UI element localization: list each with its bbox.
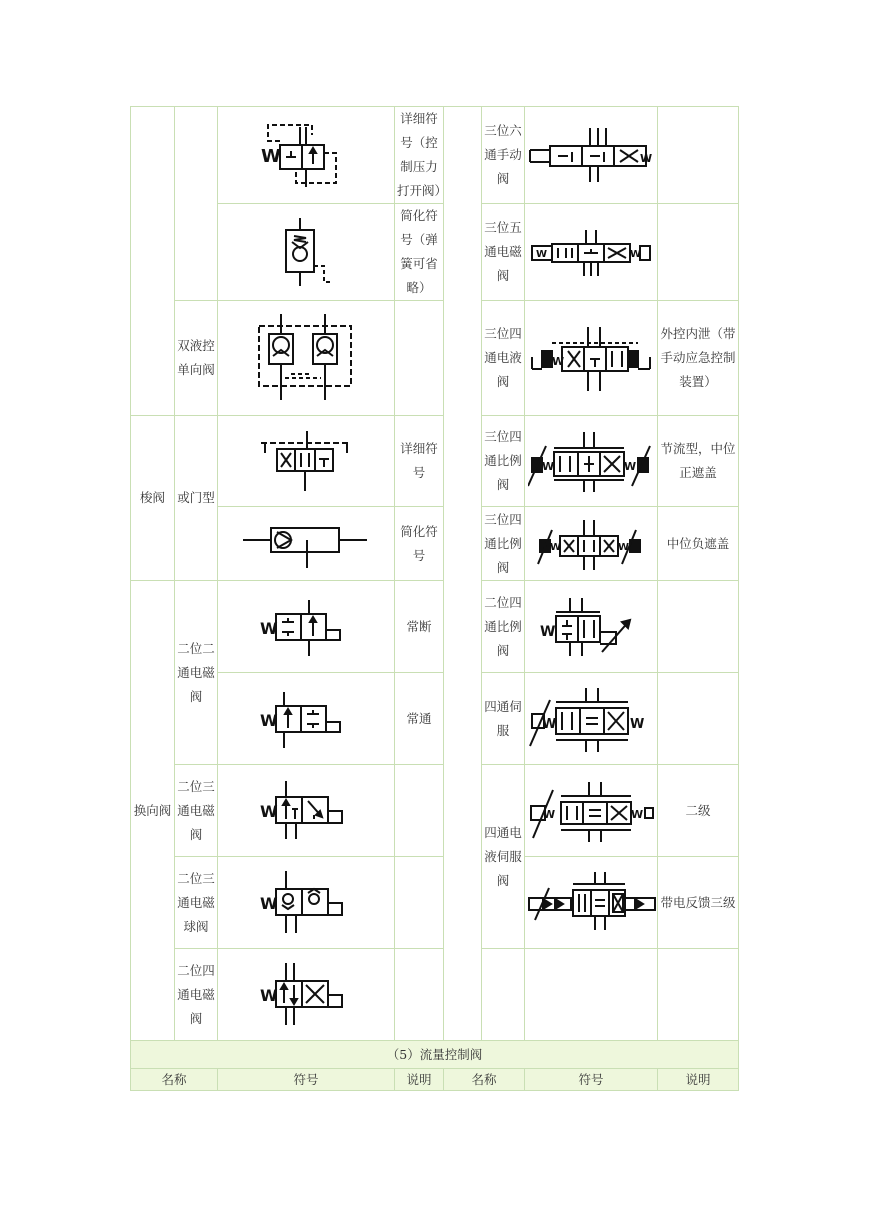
note-cell: 中位负遮盖 [658,507,739,581]
two-position-two-way-no-symbol [218,673,395,765]
two-position-three-way-symbol [218,765,395,857]
three-position-proportional-throttle-symbol [525,416,658,507]
two-position-three-way-ball-symbol [218,857,395,949]
note-cell: 常断 [395,581,444,673]
svg-text:W: W [630,716,645,732]
svg-text:W: W [552,355,565,368]
header-symbol: 符号 [218,1069,395,1091]
two-position-two-way-nc-symbol [218,581,395,673]
pilot-check-valve-simplified-symbol [218,204,395,301]
name-cell: 或门型 [175,416,218,581]
name-cell: 二位四通电磁阀 [175,949,218,1041]
svg-text:W: W [640,152,653,165]
name-cell: 二位三通电磁球阀 [175,857,218,949]
table-row [131,949,739,1041]
note-cell [658,107,739,204]
section-title: （5）流量控制阀 [131,1041,739,1069]
two-stage-servo-symbol [525,765,658,857]
group-cell: 梭阀 [131,416,175,581]
note-cell [658,673,739,765]
three-position-four-way-electrohydraulic-symbol [525,301,658,416]
three-position-proportional-negative-symbol [525,507,658,581]
note-cell: 常通 [395,673,444,765]
svg-text:W: W [631,807,644,821]
table-row [131,857,739,949]
note-cell: 简化符号（弹簧可省略） [395,204,444,301]
four-way-servo-symbol [525,673,658,765]
note-cell: 详细符号（控制压力打开阀） [395,107,444,204]
symbol-cell-empty [525,949,658,1041]
hydraulic-symbol-table [130,106,739,1091]
group-cell: 换向阀 [131,581,175,1041]
header-note: 说明 [395,1069,444,1091]
name-cell: 三位四通电液阀 [482,301,525,416]
svg-text:W: W [260,985,278,1005]
table-row [131,765,739,857]
note-cell: 节流型，中位正遮盖 [658,416,739,507]
shuttle-valve-detailed-symbol [218,416,395,507]
three-position-six-way-manual-symbol [525,107,658,204]
note-cell [395,857,444,949]
svg-text:W: W [261,146,281,167]
svg-text:W: W [536,249,548,260]
spacer-cell [444,107,482,1041]
note-cell [658,581,739,673]
header-name: 名称 [131,1069,218,1091]
note-cell [395,765,444,857]
svg-text:W: W [543,807,556,821]
dual-pilot-check-valve-symbol [218,301,395,416]
svg-text:W: W [630,249,642,260]
note-cell-empty [658,949,739,1041]
svg-text:W: W [540,623,556,640]
note-cell [395,949,444,1041]
name-cell: 四通电液伺服阀 [482,765,525,949]
shuttle-valve-simplified-symbol [218,507,395,581]
name-cell: 双液控单向阀 [175,301,218,416]
name-cell-empty [482,949,525,1041]
section-row [131,1041,739,1069]
note-cell [395,301,444,416]
svg-text:W: W [542,460,555,473]
group-cell-empty [131,107,175,416]
svg-text:W: W [260,618,278,638]
svg-text:W: W [542,716,557,732]
two-position-four-way-symbol [218,949,395,1041]
name-cell [175,107,218,301]
name-cell: 三位五通电磁阀 [482,204,525,301]
name-cell: 二位三通电磁阀 [175,765,218,857]
svg-text:W: W [550,541,562,553]
name-cell: 四通伺服 [482,673,525,765]
pilot-check-valve-detailed-symbol [218,107,395,204]
name-cell: 三位六通手动阀 [482,107,525,204]
three-position-five-way-solenoid-symbol [525,204,658,301]
note-cell [658,204,739,301]
two-position-four-way-proportional-symbol [525,581,658,673]
header-row [131,1069,739,1091]
table-row [131,507,739,581]
note-cell: 二级 [658,765,739,857]
table-row [131,673,739,765]
table-row [131,416,739,507]
svg-text:W: W [618,541,630,553]
name-cell: 二位四通比例阀 [482,581,525,673]
name-cell: 二位二通电磁阀 [175,581,218,765]
header-symbol-right: 符号 [525,1069,658,1091]
note-cell: 简化符号 [395,507,444,581]
name-cell: 三位四通比例阀 [482,416,525,507]
three-stage-servo-feedback-symbol [525,857,658,949]
svg-text:W: W [624,460,637,473]
note-cell: 外控内泄（带手动应急控制装置） [658,301,739,416]
note-cell: 带电反馈三级 [658,857,739,949]
svg-text:W: W [260,710,278,730]
table-row [131,107,739,204]
header-note-right: 说明 [658,1069,739,1091]
header-name-right: 名称 [444,1069,525,1091]
table-row [131,581,739,673]
table-row [131,301,739,416]
note-cell: 详细符号 [395,416,444,507]
table-row [131,204,739,301]
svg-text:W: W [260,801,278,821]
svg-text:W: W [260,893,278,913]
name-cell: 三位四通比例阀 [482,507,525,581]
